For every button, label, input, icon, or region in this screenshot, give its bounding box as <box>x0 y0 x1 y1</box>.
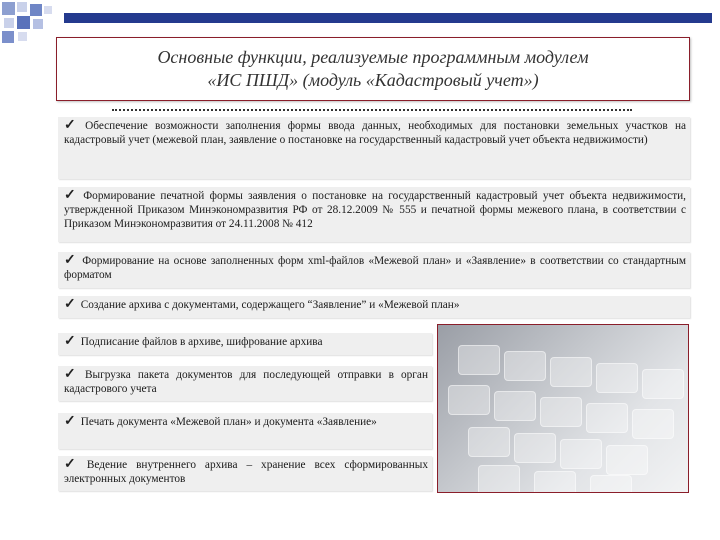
keyboard-photo <box>437 324 689 493</box>
check-icon: ✓ <box>64 253 78 268</box>
list-item <box>58 252 690 288</box>
list-item <box>58 117 690 179</box>
top-accent-bar <box>64 13 712 23</box>
title-line-1: Основные функции, реализуемые программным модулем <box>157 47 589 67</box>
list-item <box>58 413 432 449</box>
check-icon: ✓ <box>64 367 81 382</box>
check-icon: ✓ <box>64 457 82 472</box>
decorative-squares <box>0 0 60 45</box>
check-icon: ✓ <box>64 334 76 349</box>
list-item <box>58 456 432 491</box>
slide-title <box>56 37 690 101</box>
list-item-text: Подписание файлов в архиве, шифрование архива <box>80 336 323 348</box>
list-item-text: Ведение внутреннего архива – хранение всех сформированных электронных документов <box>64 459 428 486</box>
list-item <box>58 333 432 355</box>
list-item-text: Формирование печатной формы заявления о постановке на государственный кадастровый учет объекта недвижимости, утвержденной Приказом Минэкономразвития РФ от 28.12.2009 № 555 и печатной формы межевого плана, в соответствии с Приказом Минэкономразвития от 24.11.2008 № 412 <box>64 190 686 231</box>
list-item-text: Формирование на основе заполненных форм xml-файлов «Межевой план» и «Заявление» в соответствии со стандартным форматом <box>64 255 687 282</box>
check-icon: ✓ <box>64 414 76 429</box>
check-icon: ✓ <box>64 118 81 133</box>
list-item <box>58 366 432 401</box>
list-item-text: Печать документа «Межевой план» и документа «Заявление» <box>80 416 377 428</box>
dotted-divider <box>112 103 632 111</box>
list-item <box>58 187 690 242</box>
list-item <box>58 296 690 318</box>
list-item-text: Обеспечение возможности заполнения формы ввода данных, необходимых для постановки земельных участков на кадастровый учет (межевой план, заявление о постановке на государственный кадастровый учет объекта недвижимости) <box>64 120 686 147</box>
list-item-text: Выгрузка пакета документов для последующей отправки в орган кадастрового учета <box>64 369 428 396</box>
check-icon: ✓ <box>64 297 76 312</box>
title-line-2: «ИС ПШД» (модуль «Кадастровый учет») <box>207 70 539 90</box>
list-item-text: Создание архива с документами, содержащего “Заявление” и «Межевой план» <box>80 299 460 311</box>
check-icon: ✓ <box>64 188 79 203</box>
